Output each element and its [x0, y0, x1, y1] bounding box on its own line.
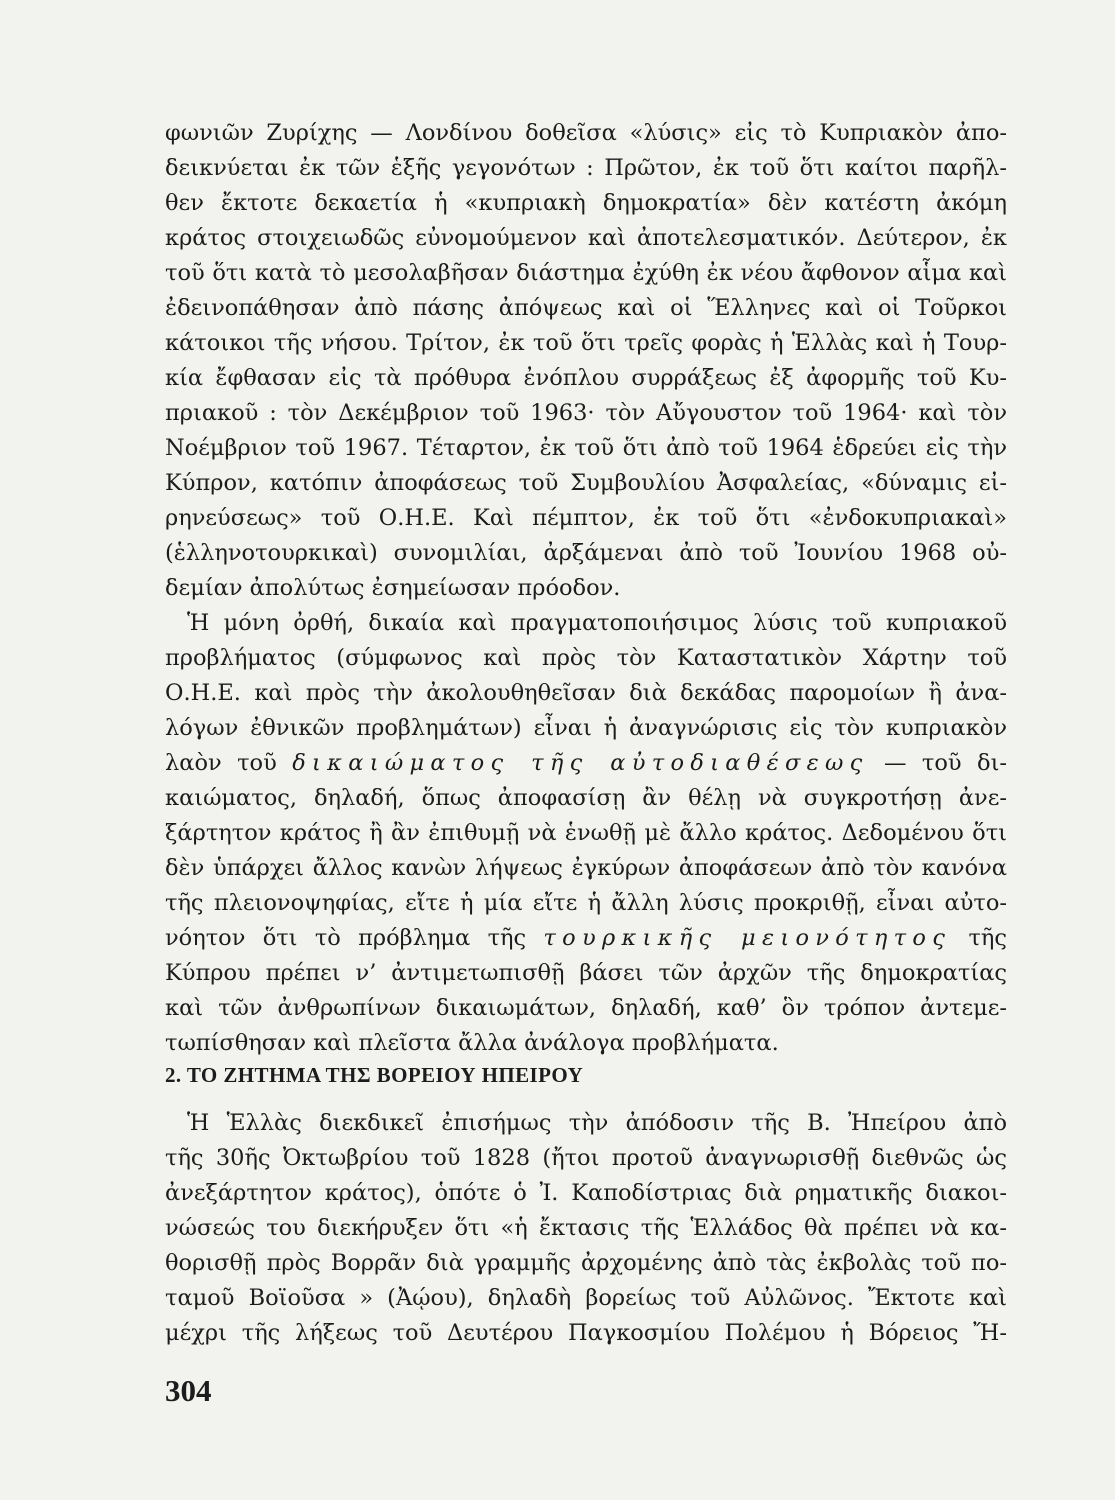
text-line: Νοέμβριον τοῦ 1967. Τέταρτον, ἐκ τοῦ ὅτι ἀπὸ τοῦ 1964 ἑδρεύει εἰς τὴν	[165, 435, 1007, 461]
page-number: 304	[165, 1373, 212, 1408]
text-run: τῆς	[951, 925, 1007, 951]
section-heading: 2. ΤΟ ΖΗΤΗΜΑ ΤΗΣ ΒΟΡΕΙΟΥ ΗΠΕΙΡΟΥ	[165, 1063, 584, 1087]
text-line: θεν ἔκτοτε δεκαετία ἡ «κυπριακὴ δημοκρατία» δὲν κατέστη ἀκόμη	[165, 190, 1007, 216]
text-line: κία ἔφθασαν εἰς τὰ πρόθυρα ἐνόπλου συρράξεως ἐξ ἀφορμῆς τοῦ Κυ-	[165, 365, 1007, 391]
text-line: ἐδεινοπάθησαν ἀπὸ πάσης ἀπόψεως καὶ οἱ Ἕλληνες καὶ οἱ Τοῦρκοι	[165, 295, 1007, 321]
text-run: λαὸν τοῦ	[165, 750, 293, 776]
text-line: ἀνεξάρτητον κράτος), ὁπότε ὁ Ἰ. Καποδίστριας διὰ ρηματικῆς διακοι-	[165, 1180, 1007, 1206]
text-line: ξάρτητον κράτος ἢ ἂν ἐπιθυμῇ νὰ ἑνωθῇ μὲ ἄλλο κράτος. Δεδομένου ὅτι	[165, 820, 1007, 846]
text-line: ταμοῦ Βοϊοῦσα » (Ἀῴου), δηλαδὴ βορείως τοῦ Αὐλῶνος. Ἔκτοτε καὶ	[165, 1285, 1007, 1311]
text-line: καιώματος, δηλαδή, ὅπως ἀποφασίσῃ ἂν θέλῃ νὰ συγκροτήσῃ ἀνε-	[165, 785, 1007, 811]
text-line: τωπίσθησαν καὶ πλεῖστα ἄλλα ἀνάλογα προβλήματα.	[165, 1030, 779, 1056]
text-line: κάτοικοι τῆς νήσου. Τρίτον, ἐκ τοῦ ὅτι τρεῖς φορὰς ἡ Ἑλλὰς καὶ ἡ Τουρ-	[165, 330, 1007, 356]
text-line	[165, 748, 1007, 778]
text-line: δεμίαν ἀπολύτως ἐσημείωσαν πρόοδον.	[165, 575, 621, 601]
text-line: φωνιῶν Ζυρίχης — Λονδίνου δοθεῖσα «λύσις» εἰς τὸ Κυπριακὸν ἀπο-	[165, 120, 1007, 146]
text-line: πριακοῦ : τὸν Δεκέμβριον τοῦ 1963· τὸν Αὔγουστον τοῦ 1964· καὶ τὸν	[165, 400, 1007, 426]
spaced-emphasis: τουρκικῆς μειονότητος	[543, 925, 952, 951]
text-line: καὶ τῶν ἀνθρωπίνων δικαιωμάτων, δηλαδή, καθ’ ὃν τρόπον ἀντεμε-	[165, 995, 1007, 1021]
text-line: προβλήματος (σύμφωνος καὶ πρὸς τὸν Καταστατικὸν Χάρτην τοῦ	[165, 645, 1007, 671]
text-line: Κύπρου πρέπει ν’ ἀντιμετωπισθῇ βάσει τῶν ἀρχῶν τῆς δημοκρατίας	[165, 960, 1007, 986]
text-line: Κύπρον, κατόπιν ἀποφάσεως τοῦ Συμβουλίου Ἀσφαλείας, «δύναμις εἰ-	[165, 470, 1007, 496]
text-line: τῆς πλειονοψηφίας, εἴτε ἡ μία εἴτε ἡ ἄλλη λύσις προκριθῇ, εἶναι αὐτο-	[165, 890, 1007, 916]
text-line: Ἡ μόνη ὀρθή, δικαία καὶ πραγματοποιήσιμος λύσις τοῦ κυπριακοῦ	[187, 610, 1007, 636]
text-line: τῆς 30ῆς Ὀκτωβρίου τοῦ 1828 (ἤτοι προτοῦ ἀναγνωρισθῇ διεθνῶς ὡς	[165, 1145, 1007, 1171]
text-line: ρηνεύσεως» τοῦ Ο.Η.Ε. Καὶ πέμπτον, ἐκ τοῦ ὅτι «ἐνδοκυπριακαὶ»	[165, 505, 1007, 531]
text-line: Ἡ Ἑλλὰς διεκδικεῖ ἐπισήμως τὴν ἀπόδοσιν τῆς Β. Ἠπείρου ἀπὸ	[187, 1110, 1007, 1136]
text-line	[165, 923, 1007, 953]
text-line: κράτος στοιχειωδῶς εὐνομούμενον καὶ ἀποτελεσματικόν. Δεύτερον, ἐκ	[165, 225, 1007, 251]
text-line: δὲν ὑπάρχει ἄλλος κανὼν λήψεως ἐγκύρων ἀποφάσεων ἀπὸ τὸν κανόνα	[165, 855, 1007, 881]
spaced-emphasis: δικαιώματος τῆς αὐτοδιαθέσεως	[292, 750, 869, 776]
text-line: Ο.Η.Ε. καὶ πρὸς τὴν ἀκολουθηθεῖσαν διὰ δεκάδας παρομοίων ἢ ἀνα-	[165, 680, 1007, 706]
text-line: τοῦ ὅτι κατὰ τὸ μεσολαβῆσαν διάστημα ἐχύθη ἐκ νέου ἄφθονον αἷμα καὶ	[165, 260, 1007, 286]
text-line: (ἑλληνοτουρκικαὶ) συνομιλίαι, ἀρξάμεναι ἀπὸ τοῦ Ἰουνίου 1968 οὐ-	[165, 540, 1007, 566]
text-line: λόγων ἐθνικῶν προβλημάτων) εἶναι ἡ ἀναγνώρισις εἰς τὸν κυπριακὸν	[165, 715, 1007, 741]
text-run: — τοῦ δι-	[868, 750, 1007, 776]
text-line: νώσεώς του διεκήρυξεν ὅτι «ἡ ἔκτασις τῆς Ἑλλάδος θὰ πρέπει νὰ κα-	[165, 1215, 1007, 1241]
text-line: θορισθῇ πρὸς Βορρᾶν διὰ γραμμῆς ἀρχομένης ἀπὸ τὰς ἐκβολὰς τοῦ πο-	[165, 1250, 1007, 1276]
text-run: νόητον ὅτι τὸ πρόβλημα τῆς	[165, 925, 544, 951]
text-line: δεικνύεται ἐκ τῶν ἑξῆς γεγονότων : Πρῶτον, ἐκ τοῦ ὅτι καίτοι παρῆλ-	[165, 155, 1007, 181]
text-line: μέχρι τῆς λήξεως τοῦ Δευτέρου Παγκοσμίου Πολέμου ἡ Βόρειος Ἤ-	[165, 1320, 1007, 1346]
